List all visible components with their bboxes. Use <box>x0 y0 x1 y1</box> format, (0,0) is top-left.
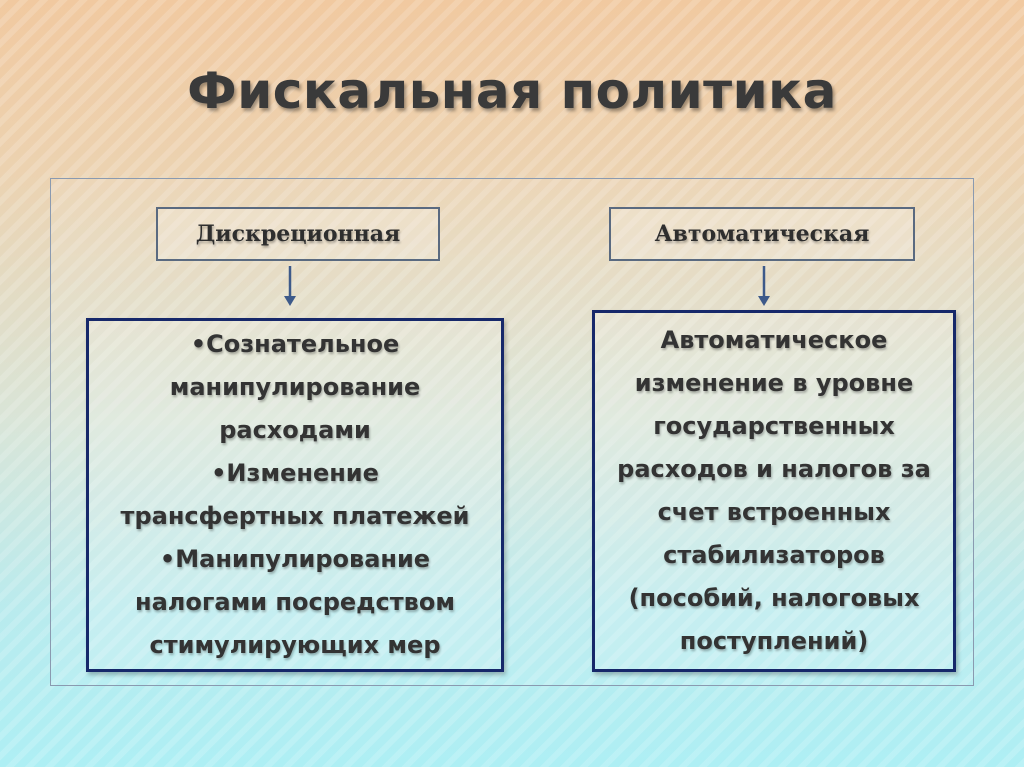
text-line: •Изменение <box>211 459 379 487</box>
text-line: стимулирующих мер <box>149 631 441 659</box>
text-line: (пособий, налоговых <box>628 584 920 612</box>
header-automatic: Автоматическая <box>609 207 915 261</box>
text-line: расходами <box>219 416 371 444</box>
text-line: манипулирование <box>169 373 421 401</box>
text-line: Автоматическое <box>660 326 888 354</box>
text-line: счет встроенных <box>657 498 891 526</box>
text-line: изменение в уровне <box>634 369 914 397</box>
discretionary-description <box>86 318 504 672</box>
text-line: •Манипулирование <box>159 545 431 573</box>
header-discretionary: Дискреционная <box>156 207 440 261</box>
text-line: расходов и налогов за <box>617 455 931 483</box>
text-line: •Сознательное <box>190 330 400 358</box>
text-line: трансфертных платежей <box>120 502 470 530</box>
text-line: государственных <box>653 412 895 440</box>
arrow-down-icon <box>757 266 771 306</box>
slide-title: Фискальная политика <box>187 62 837 120</box>
text-line: поступлений) <box>679 627 869 655</box>
arrow-down-icon <box>283 266 297 306</box>
automatic-description <box>592 310 956 672</box>
text-line: стабилизаторов <box>663 541 885 569</box>
text-line: налогами посредством <box>135 588 455 616</box>
